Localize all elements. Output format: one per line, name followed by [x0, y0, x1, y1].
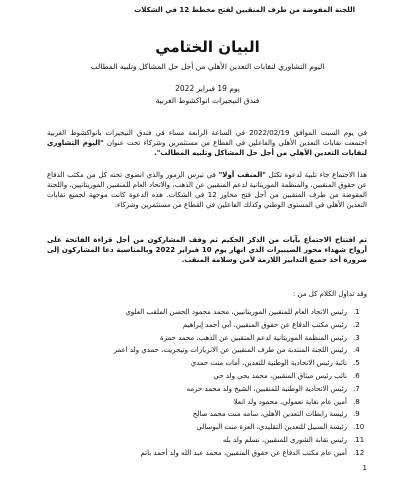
list-item — [47, 306, 367, 319]
list-item-number: 9. — [353, 410, 360, 419]
list-item-text: نائب رئيس ميثاق المنقبين، محمد يحي ولد حي — [213, 371, 347, 380]
list-item-number: 3. — [353, 333, 360, 342]
list-item-text: رئيسة رابطات التعدين الأهلي، سامه منت محمد صالح — [192, 410, 347, 419]
list-item — [47, 319, 367, 332]
list-item — [47, 421, 367, 434]
paragraph-invitation-bold: "المنقب أولا" — [218, 171, 266, 179]
list-item — [47, 332, 367, 345]
paragraph-invitation-after: في تيرس الزمور والذي انضوى تحته كل من مكتب الدفاع عن حقوق المنقبين، والمنظمة الموريتانية لدعم المنقبين عن الذهب، والاتحاد العام للمنقبين الموريتانيين، واللجنة المفوضة من طرف المنقبين من أجل فتح محاور 12 في الشكات. هذه الدعوة كانت موجهة لجميع نقابات التعدين الأهلي في المستوى الوطني وكذلك الفاعلين في القطاع من مستثمرين وشركاء. — [47, 171, 367, 209]
list-item-number: 5. — [353, 359, 360, 368]
list-item — [47, 434, 367, 447]
list-item-number: 7. — [353, 384, 360, 393]
list-item-number: 8. — [353, 397, 360, 406]
list-item-number: 10. — [353, 423, 365, 432]
list-item-number: 1. — [353, 308, 360, 316]
list-item — [47, 370, 367, 383]
paragraph-opening-ceremony: تم افتتاح الاجتماع بآيات من الذكر الحكيم ثم وقف المشاركون من أجل قراءة الفاتحة على أرواح شهداء محور الصيبيرات الذي انهار يوم 10 فبراير 2022 وبالمناسبة دعا المشاركون إلى ضرورة أخذ جميع التدابير اللازمة لأمن وسلامة المنقب. — [47, 236, 367, 264]
list-item — [47, 396, 367, 409]
speakers-intro: وقد تداول الكلام كل من : — [292, 290, 367, 298]
list-item — [47, 344, 367, 357]
list-item-text: رئيس المنظمة الموريتانية لدعم المنقبين عن الذهب، محمد حمزة — [159, 333, 347, 342]
event-date: يوم 19 فبراير 2022 — [175, 84, 240, 93]
list-item-text: رئيس الاتحادية الوطنية للمنقبين، الشيخ ولد محمد حرمه — [186, 384, 347, 393]
list-item-number: 6. — [353, 371, 360, 380]
list-item-text: أمين عام مكتب الدفاع عن حقوق المنقبين، محمد عبد الله ولد أحمد باتم — [140, 448, 347, 457]
list-item-text: أمين عام نقابة نعمولي، محمود ولد انعلا — [233, 397, 347, 406]
list-item-number: 2. — [353, 320, 360, 329]
list-item — [47, 357, 367, 370]
page-number: 1 — [362, 464, 367, 472]
document-title: البيان الختامي — [155, 38, 260, 56]
list-item-text: نائبة رئيس الاتحادية الوطنية للتعدين، أمات منت حمدي — [190, 359, 347, 368]
paragraph-opening — [47, 128, 367, 158]
paragraph-invitation-before: هذا الاجتماع جاء تلبية لدعوة تكتل — [265, 171, 367, 179]
list-item-text: رئيس اللجنة المنتدبة من طرف المنقبين عن الانزيارات وتيجريت، حمدي ولد اعمر — [113, 346, 347, 355]
event-venue: فندق النيجيرات انواكشوط الغربية — [155, 96, 260, 105]
list-item-text: رئيس نقابة الشورى للمنقبين، نسلم ولد بله — [222, 435, 347, 444]
list-item-number: 4. — [353, 346, 360, 355]
list-item-text: رئيسة السبيل للتعدين التقليدي، العزة منت البوسالي — [196, 423, 347, 432]
header-note: اللجنة المفوضة من طرف المنقبين لفتح مخطط 12 في الشكلات — [134, 6, 355, 14]
speakers-list — [47, 306, 367, 460]
list-item — [47, 408, 367, 421]
paragraph-opening-bold: "اليوم التشاوري لنقابات التعدين الأهلي من أجل حل المشاكل وتلبيه المطالب". — [47, 139, 367, 157]
paragraph-opening-text: في يوم السبت الموافق 2022/02/19 في الساعة الرابعة مساء في فندق النيجيرات بانواكشوط الغربية اجتمعت نقابات التعدين الأهلي والفاعلين في القطاع من مستثمرين وشركاء تحت عنوان — [47, 129, 367, 147]
document-subtitle: اليوم التشاوري لنقابات التعدين الأهلي من أجل حل المشاكل وتلبيه المطالب — [90, 62, 325, 71]
list-item-number: 11. — [353, 435, 365, 444]
list-item — [47, 383, 367, 396]
list-item-text: رئيس مكتب الدفاع عن حقوق المنقبين، أبي أحمد إبراهيم — [182, 320, 347, 329]
list-item — [47, 447, 367, 460]
paragraph-invitation — [47, 170, 367, 210]
list-item-text: رئيس الاتحاد العام للمنقبين الموريتانيين، محمد محمود الحسن الملقب العلوي — [125, 308, 347, 316]
list-item-number: 12. — [353, 448, 365, 457]
